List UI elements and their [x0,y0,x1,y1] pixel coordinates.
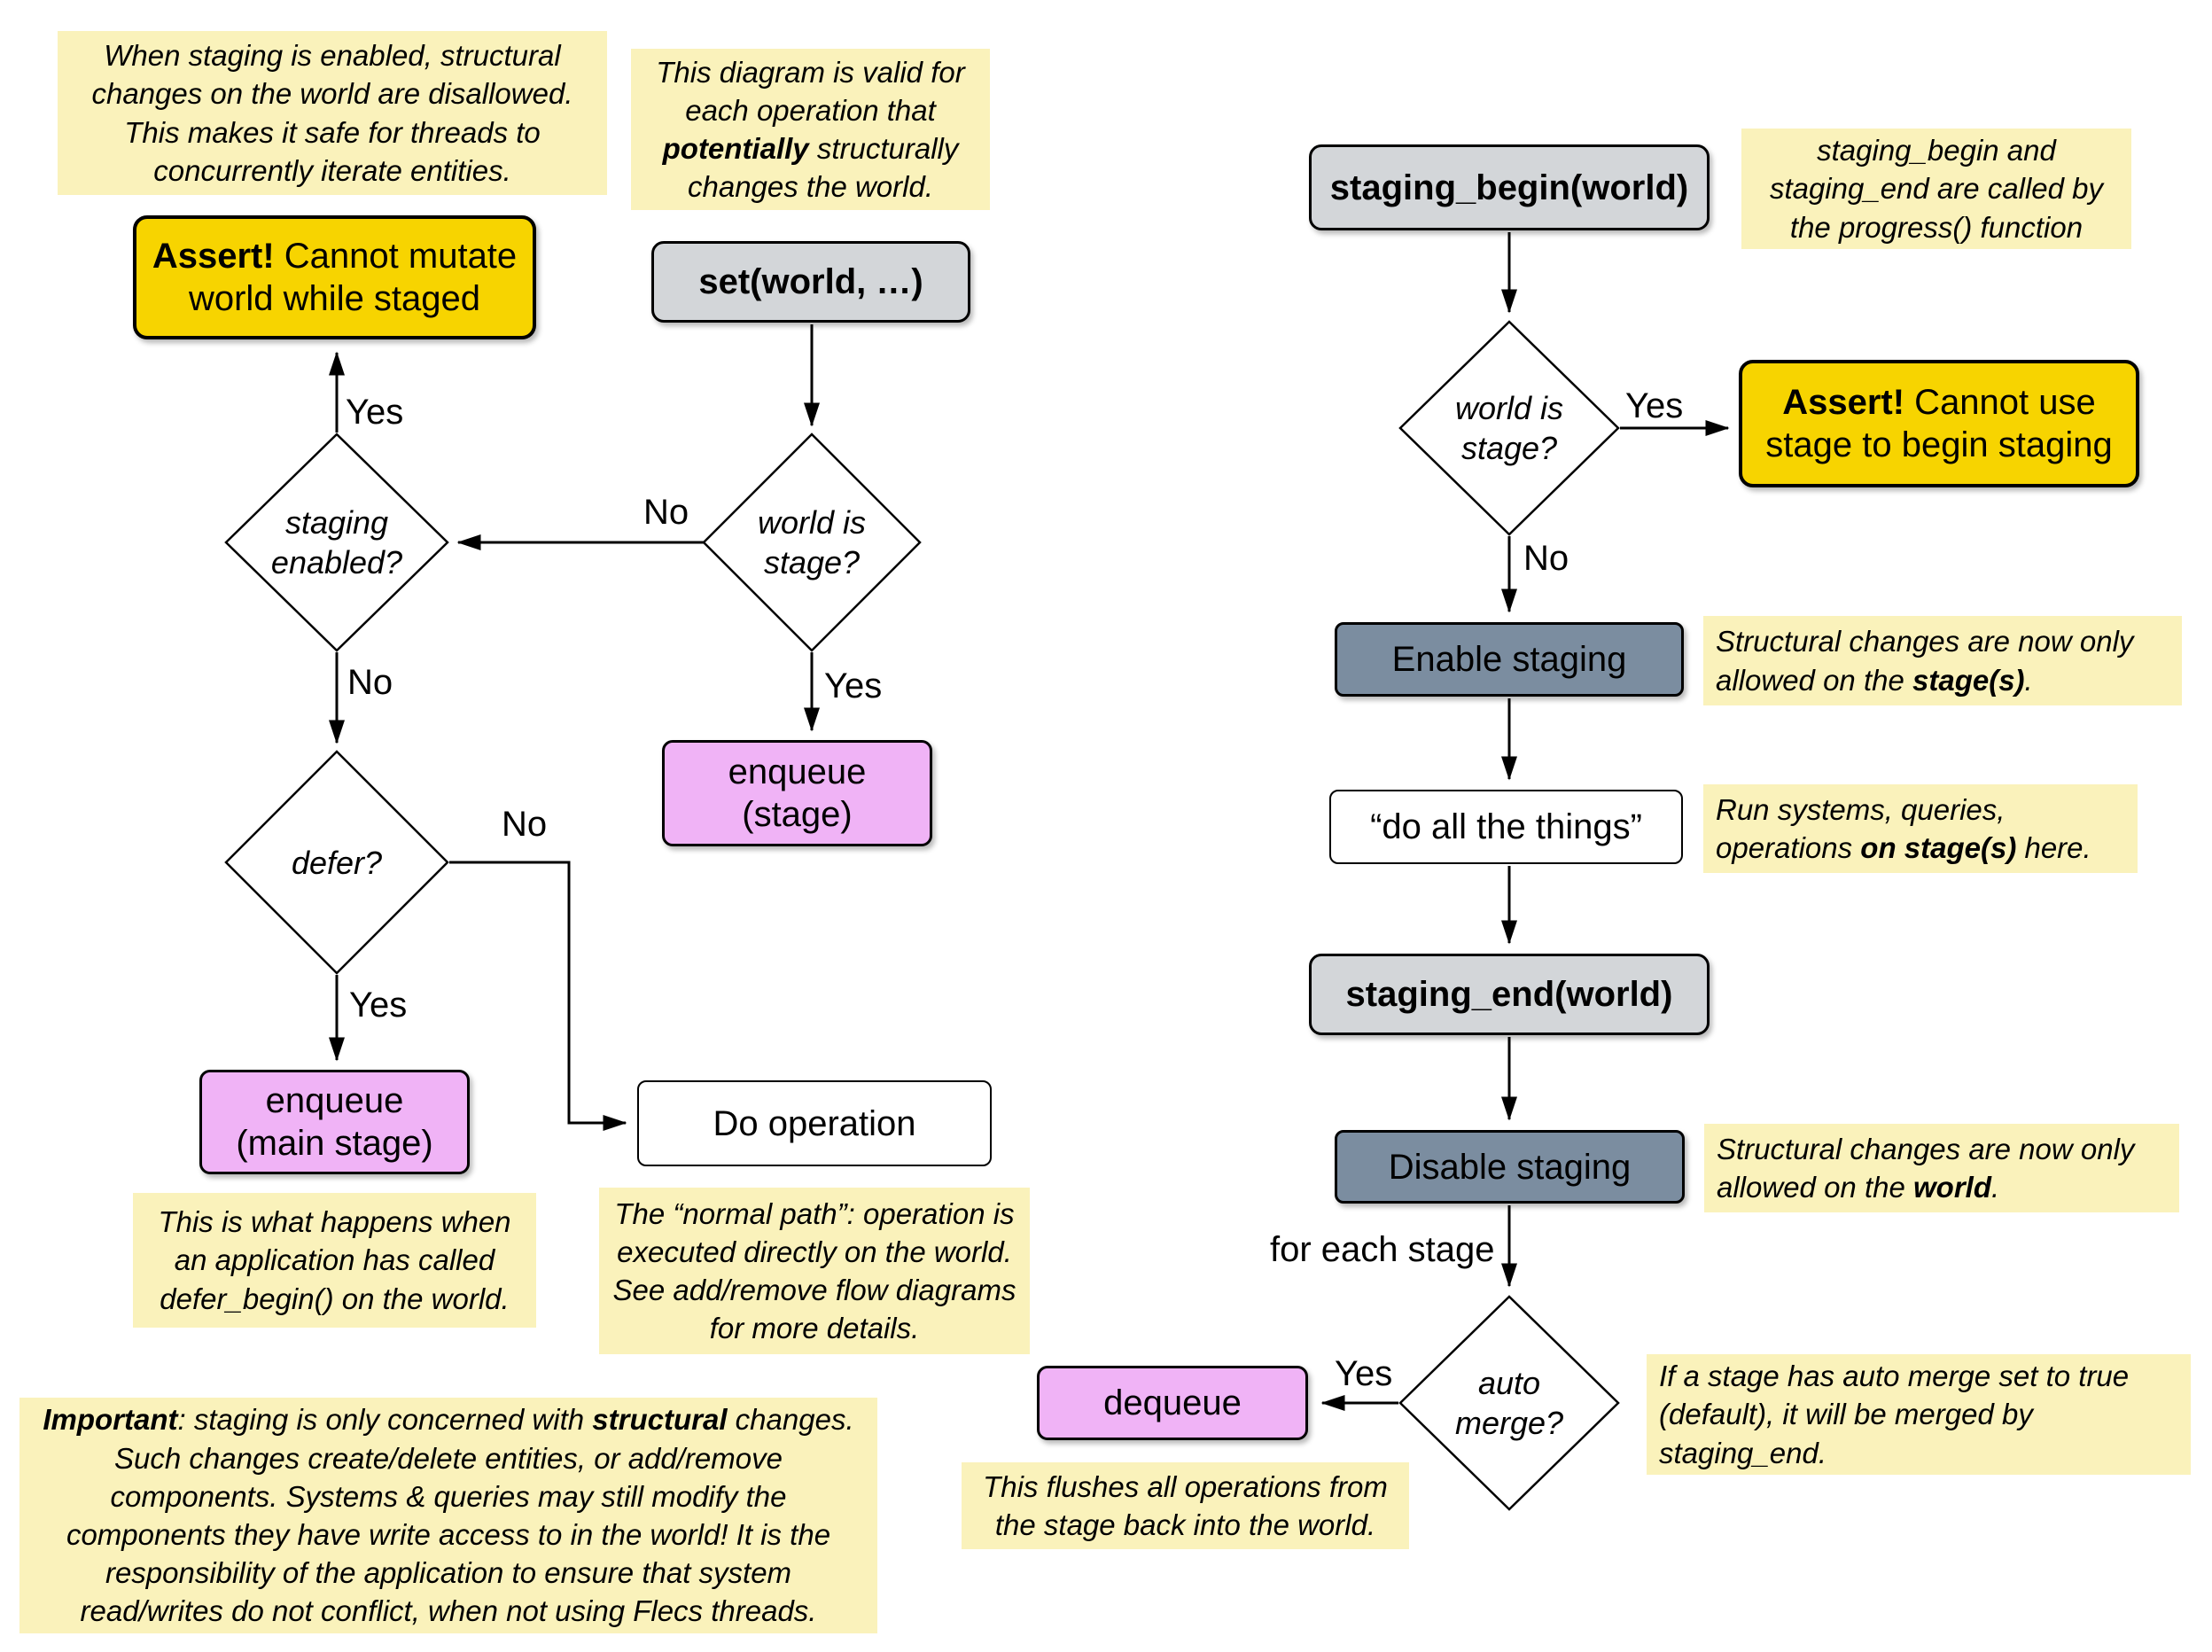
dequeue-label: dequeue [1103,1383,1242,1422]
note-normal-path: The “normal path”: operation is executed directly on the world. See add/remove flow diagrams for more details. [599,1188,1030,1354]
note-run-systems [1703,784,2138,873]
note-auto-merge: If a stage has auto merge set to true (default), it will be merged by staging_end. [1647,1354,2191,1475]
diamond-staging-enabled-label: staging enabled? [270,504,403,581]
staging-begin-label: staging_begin(world) [1329,168,1689,207]
disable-staging-label: Disable staging [1388,1147,1632,1187]
set-operation-box [651,241,970,323]
note-diagram-valid-text: This diagram is valid for each operation that potentially structurally changes the world. [656,55,965,204]
enable-staging-label: Enable staging [1391,640,1627,679]
note-world-text: Structural changes are now only allowed on the world. [1717,1132,2135,1204]
edge-label-yes-world-stage-right: Yes [1625,386,1684,425]
staging-end-box [1309,954,1710,1035]
note-important-text: Important: staging is only concerned with structural changes. Such changes create/delete entities, or add/remove components. Systems & queries may still modify the components they have write access to in the world! It is the responsibility of the application to ensure that system read/writes do not conflict, when not using Flecs threads. [43,1403,854,1628]
dequeue-box [1037,1366,1308,1440]
disable-staging-box [1335,1130,1685,1204]
note-defer-begin: This is what happens when an application has called defer_begin() on the world. [133,1193,536,1328]
assert-mutate-label: Assert! Cannot mutate world while staged [152,237,518,318]
do-all-things-box [1329,790,1683,864]
note-diagram-valid [631,49,990,210]
diamond-auto-merge-label: auto merge? [1454,1365,1564,1441]
do-all-things-label: “do all the things” [1370,807,1642,846]
arrow-defer-to-do-operation [449,862,626,1123]
edge-label-yes-to-assert: Yes [346,393,404,432]
assert-mutate-box [133,215,536,339]
enable-staging-box [1335,622,1684,697]
note-run-systems-text: Run systems, queries, operations on stage(s) here. [1716,792,2091,864]
edge-label-no-world-stage-right: No [1523,539,1569,578]
note-important [19,1398,877,1633]
assert-use-stage-box [1739,360,2139,487]
edge-label-no-defer: No [502,805,548,844]
enqueue-stage-box: enqueue (stage) [662,740,932,846]
edge-label-yes-defer: Yes [349,986,408,1025]
staging-end-label: staging_end(world) [1345,975,1673,1014]
note-stages-text: Structural changes are now only allowed on the stage(s). [1716,625,2134,697]
note-world [1704,1124,2179,1212]
edge-label-for-each-stage: for each stage [1270,1230,1495,1269]
assert-use-stage-label: Assert! Cannot use stage to begin staging [1765,383,2113,464]
do-operation-box [637,1080,992,1166]
note-staging-enabled: When staging is enabled, structural changes on the world are disallowed. This makes it safe for threads to concurrently iterate entities. [58,31,607,195]
note-progress: staging_begin and staging_end are called by the progress() function [1741,129,2131,249]
edge-label-no-staging-enabled: No [347,663,393,702]
set-operation-label: set(world, …) [698,262,923,301]
edge-label-yes-enqueue-stage: Yes [824,666,883,705]
diamond-world-is-stage-left-label: world is stage? [757,504,867,581]
note-stages [1703,616,2182,705]
edge-label-no-world-stage-left: No [643,493,689,532]
do-operation-label: Do operation [713,1103,916,1143]
diamond-world-is-stage-right-label: world is stage? [1454,390,1564,466]
staging-begin-box [1309,144,1710,230]
note-flushes: This flushes all operations from the stage back into the world. [962,1462,1409,1549]
edge-label-yes-auto-merge: Yes [1335,1354,1393,1393]
diamond-defer-label: defer? [291,844,383,881]
enqueue-main-stage-box: enqueue (main stage) [199,1070,470,1174]
